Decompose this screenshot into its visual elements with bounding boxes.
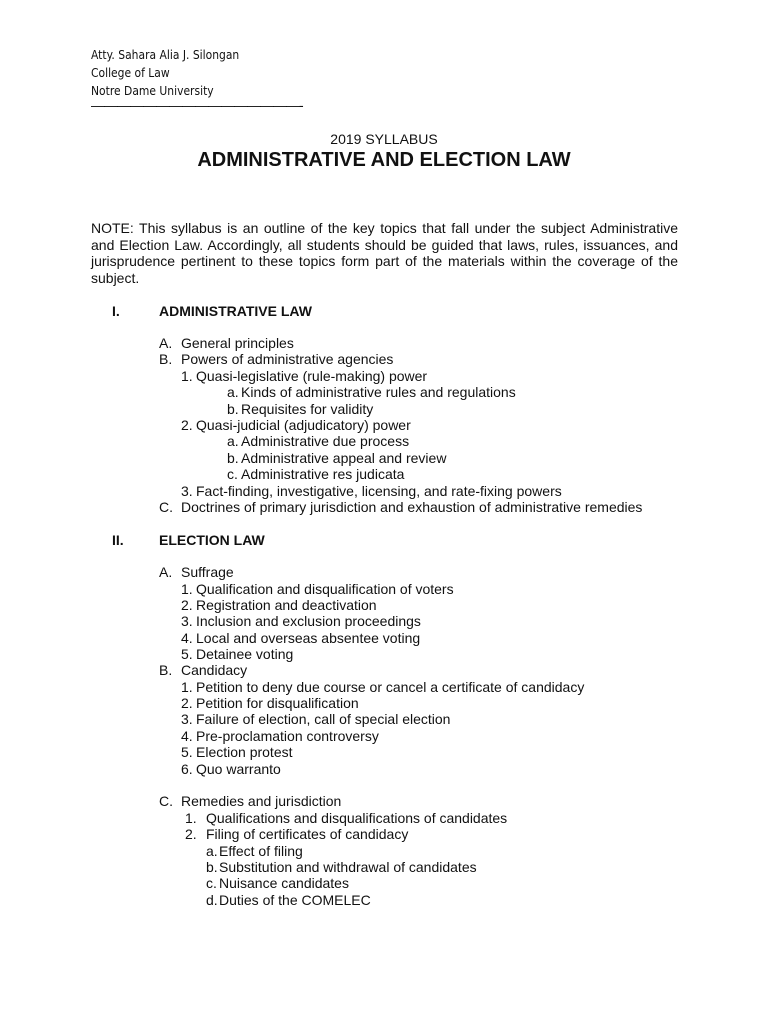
item-marker: b. xyxy=(227,450,239,466)
item-text: Doctrines of primary jurisdiction and exhaustion of administrative remedies xyxy=(181,499,643,515)
outline-item xyxy=(181,744,293,761)
college-name: College of Law xyxy=(91,65,170,80)
section-title: ADMINISTRATIVE LAW xyxy=(159,303,312,319)
item-text: Suffrage xyxy=(181,564,234,580)
item-text: Election protest xyxy=(196,744,293,760)
year-label: 2019 SYLLABUS xyxy=(330,131,438,147)
item-marker: b. xyxy=(227,401,239,417)
outline-item xyxy=(181,679,584,696)
outline-item xyxy=(206,859,477,876)
item-text: Qualification and disqualification of voters xyxy=(196,581,454,597)
outline-item xyxy=(181,728,379,745)
outline-item xyxy=(181,368,427,385)
item-text: Substitution and withdrawal of candidates xyxy=(219,859,477,875)
item-marker: 5. xyxy=(181,646,193,662)
page-title: ADMINISTRATIVE AND ELECTION LAW xyxy=(197,149,571,171)
outline-item xyxy=(181,417,411,434)
item-marker: 2. xyxy=(185,826,197,842)
item-text: Petition for disqualification xyxy=(196,695,359,711)
item-text: Administrative res judicata xyxy=(241,466,405,482)
item-text: Powers of administrative agencies xyxy=(181,351,394,367)
item-text: Requisites for validity xyxy=(241,401,374,417)
item-marker: 2. xyxy=(181,597,193,613)
item-text: Filing of certificates of candidacy xyxy=(206,826,409,842)
section-numeral: II. xyxy=(112,532,124,548)
outline-item xyxy=(181,597,377,614)
item-text: Quasi-judicial (adjudicatory) power xyxy=(196,417,411,433)
item-marker: A. xyxy=(159,564,173,580)
item-marker: d. xyxy=(206,892,218,908)
outline-item xyxy=(227,384,516,401)
item-text: Duties of the COMELEC xyxy=(219,892,371,908)
item-marker: 3. xyxy=(181,613,193,629)
outline-item xyxy=(185,810,507,827)
outline-item xyxy=(159,351,393,368)
outline-item xyxy=(206,892,371,909)
outline-item xyxy=(159,793,341,810)
outline-item xyxy=(181,695,359,712)
header-rule: ————————————————- xyxy=(91,97,303,113)
university-name: Notre Dame University xyxy=(91,83,214,98)
item-marker: 2. xyxy=(181,417,193,433)
item-text: Nuisance candidates xyxy=(219,875,349,891)
item-text: Candidacy xyxy=(181,662,248,678)
item-marker: 1. xyxy=(181,368,193,384)
item-text: Effect of filing xyxy=(219,843,303,859)
outline-item xyxy=(159,662,247,679)
item-marker: B. xyxy=(159,662,173,678)
item-marker: c. xyxy=(206,875,217,891)
item-text: Failure of election, call of special election xyxy=(196,711,451,727)
item-marker: C. xyxy=(159,499,173,515)
item-marker: 1. xyxy=(181,679,193,695)
item-text: Inclusion and exclusion proceedings xyxy=(196,613,421,629)
section-numeral: I. xyxy=(112,303,120,319)
item-text: Local and overseas absentee voting xyxy=(196,630,421,646)
item-text: Kinds of administrative rules and regulations xyxy=(241,384,516,400)
item-text: Detainee voting xyxy=(196,646,294,662)
item-marker: 6. xyxy=(181,761,193,777)
item-text: Administrative due process xyxy=(241,433,410,449)
outline-item xyxy=(159,564,234,581)
outline-item xyxy=(159,335,294,352)
outline-item xyxy=(181,761,281,778)
item-marker: B. xyxy=(159,351,173,367)
item-text: General principles xyxy=(181,335,294,351)
outline-item xyxy=(227,433,409,450)
item-text: Qualifications and disqualifications of candidates xyxy=(206,810,508,826)
item-text: Petition to deny due course or cancel a certificate of candidacy xyxy=(196,679,585,695)
item-marker: 3. xyxy=(181,483,193,499)
item-marker: a. xyxy=(206,843,218,859)
outline-item xyxy=(227,466,404,483)
item-marker: 4. xyxy=(181,630,193,646)
outline-item xyxy=(181,483,562,500)
outline-item xyxy=(181,646,293,663)
item-text: Registration and deactivation xyxy=(196,597,377,613)
item-marker: c. xyxy=(227,466,238,482)
item-text: Quo warranto xyxy=(196,761,281,777)
item-marker: b. xyxy=(206,859,218,875)
item-marker: a. xyxy=(227,384,239,400)
syllabus-note: NOTE: This syllabus is an outline of the key topics that fall under the subject Administrative and Election Law. Accordingly, all students should be guided that laws, rules, issuances, and jurisprudence pertinent to these topics form part of the materials within the coverage of the subject. xyxy=(91,220,678,286)
item-marker: a. xyxy=(227,433,239,449)
item-marker: A. xyxy=(159,335,173,351)
item-text: Fact-finding, investigative, licensing, and rate-fixing powers xyxy=(196,483,562,499)
outline-item xyxy=(181,581,454,598)
item-text: Quasi-legislative (rule-making) power xyxy=(196,368,428,384)
item-marker: 2. xyxy=(181,695,193,711)
outline-item xyxy=(181,630,420,647)
outline-item xyxy=(185,826,408,843)
item-text: Administrative appeal and review xyxy=(241,450,447,466)
item-marker: 1. xyxy=(181,581,193,597)
item-marker: 1. xyxy=(185,810,197,826)
item-marker: 5. xyxy=(181,744,193,760)
outline-item xyxy=(181,711,450,728)
item-marker: C. xyxy=(159,793,173,809)
item-marker: 4. xyxy=(181,728,193,744)
outline-item xyxy=(227,450,446,467)
outline-item xyxy=(206,875,349,892)
item-marker: 3. xyxy=(181,711,193,727)
outline-item xyxy=(159,499,642,516)
author-block xyxy=(91,46,239,100)
outline-item xyxy=(206,843,303,860)
outline-item xyxy=(227,401,373,418)
section-title: ELECTION LAW xyxy=(159,532,265,548)
author-name: Atty. Sahara Alia J. Silongan xyxy=(91,47,240,62)
outline-item xyxy=(181,613,421,630)
item-text: Remedies and jurisdiction xyxy=(181,793,342,809)
item-text: Pre-proclamation controversy xyxy=(196,728,379,744)
